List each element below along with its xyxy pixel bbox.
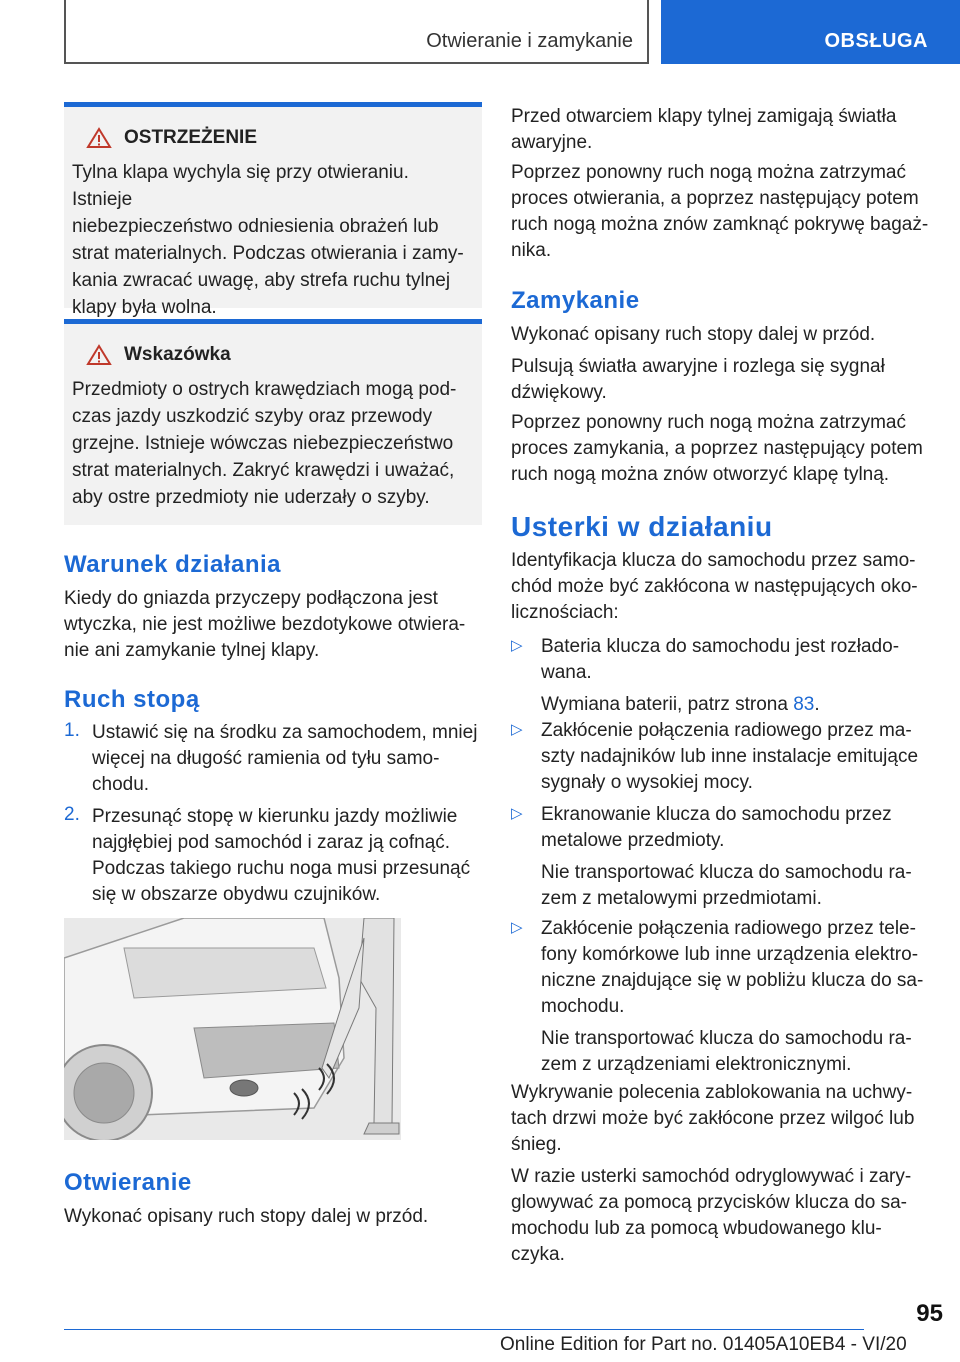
- car-rear-illustration: [64, 918, 401, 1140]
- hint-title-row: [86, 344, 474, 366]
- bullet-arrow-icon: ▷: [511, 919, 523, 936]
- condition-line: nie ani zamykanie tylnej klapy.: [64, 640, 320, 661]
- intro-line: awaryjne.: [511, 132, 593, 153]
- bullet-line: metalowe przedmioty.: [541, 830, 725, 851]
- faults-intro: [511, 548, 951, 626]
- hint-box: [64, 319, 482, 525]
- closing-line: Wykonać opisany ruch stopy dalej w przód.: [511, 324, 876, 345]
- warning-line: klapy była wolna.: [72, 297, 217, 318]
- faults-line: W razie usterki samochód odryglowywać i zary-: [511, 1166, 912, 1187]
- faults-paragraph-after-2: [511, 1164, 951, 1268]
- intro-line: Poprzez ponowny ruch nogą można zatrzymać: [511, 162, 906, 183]
- faults-intro-line: chód może być zakłócona w następujących oko-: [511, 576, 918, 597]
- faults-line: mochodu lub za pomocą wbudowanego klu-: [511, 1218, 882, 1239]
- condition-paragraph: [64, 586, 482, 664]
- closing-line: Poprzez ponowny ruch nogą można zatrzymać: [511, 412, 906, 433]
- opening-paragraph: [64, 1204, 482, 1230]
- hint-line: czas jazdy uszkodzić szyby oraz przewody: [72, 406, 433, 427]
- fault-bullet-item: [511, 916, 951, 1078]
- bullet-line: Ekranowanie klucza do samochodu przez: [541, 804, 892, 825]
- opening-line: Wykonać opisany ruch stopy dalej w przód.: [64, 1206, 429, 1227]
- closing-line: dźwiękowy.: [511, 382, 607, 403]
- closing-line: ruch nogą można znów otworzyć klapę tylną.: [511, 464, 890, 485]
- closing-heading: Zamykanie: [511, 287, 640, 314]
- condition-heading: Warunek działania: [64, 551, 281, 578]
- faults-line: glowywać za pomocą przycisków klucza do sa-: [511, 1192, 907, 1213]
- step-item: [64, 720, 482, 798]
- warning-text: [72, 159, 474, 321]
- step-line: się w obszarze obydwu czujników.: [92, 884, 381, 905]
- step-number: 2.: [64, 804, 80, 825]
- faults-intro-line: Identyfikacja klucza do samochodu przez samo-: [511, 550, 916, 571]
- fault-bullet-item: [511, 802, 951, 912]
- step-line: chodu.: [92, 774, 150, 795]
- page-link[interactable]: 83: [793, 694, 815, 715]
- bullet-line: Zakłócenie połączenia radiowego przez ma-: [541, 720, 912, 741]
- faults-heading: Usterki w działaniu: [511, 511, 773, 542]
- fault-bullet-item: [511, 718, 951, 796]
- foot-gesture-illustration: [64, 918, 401, 1140]
- intro-line: nika.: [511, 240, 552, 261]
- faults-intro-line: licznościach:: [511, 602, 619, 623]
- header-section-tab: [661, 0, 960, 64]
- bullet-line: szty nadajników lub inne instalacje emitujące: [541, 746, 919, 767]
- bullet-arrow-icon: ▷: [511, 721, 523, 738]
- warning-line: Tylna klapa wychyla się przy otwieraniu. Istnieje: [72, 162, 409, 210]
- step-line: Podczas takiego ruchu noga musi przesunąć: [92, 858, 471, 879]
- warning-line: strat materialnych. Podczas otwierania i zamy-: [72, 243, 464, 264]
- hint-line: strat materialnych. Zakryć krawędzi i uważać,: [72, 460, 455, 481]
- step-line: więcej na długość ramienia od tyłu samo-: [92, 748, 440, 769]
- bullet-line: sygnały o wysokiej mocy.: [541, 772, 753, 793]
- warning-title-row: [86, 127, 474, 149]
- page-number: 95: [916, 1300, 943, 1327]
- intro-line: proces otwierania, a poprzez następujący potem: [511, 188, 919, 209]
- hint-line: grzejne. Istnieje wówczas niebezpieczeństwo: [72, 433, 454, 454]
- warning-title: OSTRZEŻENIE: [124, 127, 258, 148]
- bullet-sub-suffix: .: [814, 694, 820, 715]
- warning-triangle-icon: [86, 344, 112, 366]
- bullet-sub-text: Wymiana baterii, patrz strona: [541, 694, 794, 715]
- header-section-label: OBSŁUGA: [824, 30, 928, 52]
- header-title: Otwieranie i zamykanie: [426, 30, 633, 52]
- warning-line: niebezpieczeństwo odniesienia obrażeń lub: [72, 216, 439, 237]
- bullet-arrow-icon: ▷: [511, 637, 523, 654]
- condition-line: Kiedy do gniazda przyczepy podłączona jest: [64, 588, 438, 609]
- bullet-sub-line: zem z urządzeniami elektronicznymi.: [541, 1054, 852, 1075]
- footer-edition: Online Edition for Part no. 01405A10EB4 - VI/20: [500, 1334, 907, 1355]
- bullet-line: Zakłócenie połączenia radiowego przez tele-: [541, 918, 916, 939]
- step-line: Przesunąć stopę w kierunku jazdy możliwie: [92, 806, 458, 827]
- step-number: 1.: [64, 720, 80, 741]
- faults-line: śnieg.: [511, 1134, 562, 1155]
- warning-line: kania zwracać uwagę, aby strefa ruchu tylnej: [72, 270, 451, 291]
- condition-line: wtyczka, nie jest możliwe bezdotykowe otwiera-: [64, 614, 466, 635]
- bullet-line: mochodu.: [541, 996, 625, 1017]
- hint-text: [72, 376, 474, 511]
- intro-line: Przed otwarciem klapy tylnej zamigają światła: [511, 106, 897, 127]
- step-line: najgłębiej pod samochód i zaraz ją cofnąć.: [92, 832, 451, 853]
- step-line: Ustawić się na środku za samochodem, mniej: [92, 722, 478, 743]
- bullet-line: Bateria klucza do samochodu jest rozłado-: [541, 636, 900, 657]
- faults-paragraph-after-1: [511, 1080, 951, 1158]
- closing-line: proces zamykania, a poprzez następujący potem: [511, 438, 923, 459]
- intro-paragraph-2: [511, 160, 951, 264]
- bullet-sub-line: zem z metalowymi przedmiotami.: [541, 888, 822, 909]
- bullet-sub-line: [541, 692, 951, 718]
- bullet-sub-line: Nie transportować klucza do samochodu ra-: [541, 1028, 912, 1049]
- hint-line: aby ostre przedmioty nie uderzały o szyby.: [72, 487, 430, 508]
- faults-line: tach drzwi może być zakłócone przez wilgoć lub: [511, 1108, 915, 1129]
- bullet-line: niczne znajdujące się w pobliżu klucza do sa-: [541, 970, 924, 991]
- intro-line: ruch nogą można znów zamknąć pokrywę bagaż-: [511, 214, 929, 235]
- closing-line: Pulsują światła awaryjne i rozlega się sygnał: [511, 356, 885, 377]
- foot-motion-heading: Ruch stopą: [64, 686, 200, 713]
- bullet-line: wana.: [541, 662, 592, 683]
- footer-divider: [64, 1329, 864, 1330]
- header-title-box: [64, 0, 649, 64]
- bullet-line: fony komórkowe lub inne urządzenia elektro-: [541, 944, 919, 965]
- warning-triangle-icon: [86, 127, 112, 149]
- opening-heading: Otwieranie: [64, 1169, 192, 1196]
- intro-paragraph-1: [511, 104, 951, 156]
- closing-paragraph-3: [511, 410, 951, 488]
- bullet-arrow-icon: ▷: [511, 805, 523, 822]
- hint-line: Przedmioty o ostrych krawędziach mogą pod-: [72, 379, 457, 400]
- closing-paragraph-2: [511, 354, 951, 406]
- step-item: [64, 804, 482, 908]
- warning-box: [64, 102, 482, 318]
- faults-line: czyka.: [511, 1244, 565, 1265]
- faults-line: Wykrywanie polecenia zablokowania na uchwy-: [511, 1082, 913, 1103]
- bullet-sub-line: Nie transportować klucza do samochodu ra-: [541, 862, 912, 883]
- hint-title: Wskazówka: [124, 344, 231, 365]
- fault-bullet-item: [511, 634, 951, 718]
- closing-paragraph-1: [511, 322, 951, 348]
